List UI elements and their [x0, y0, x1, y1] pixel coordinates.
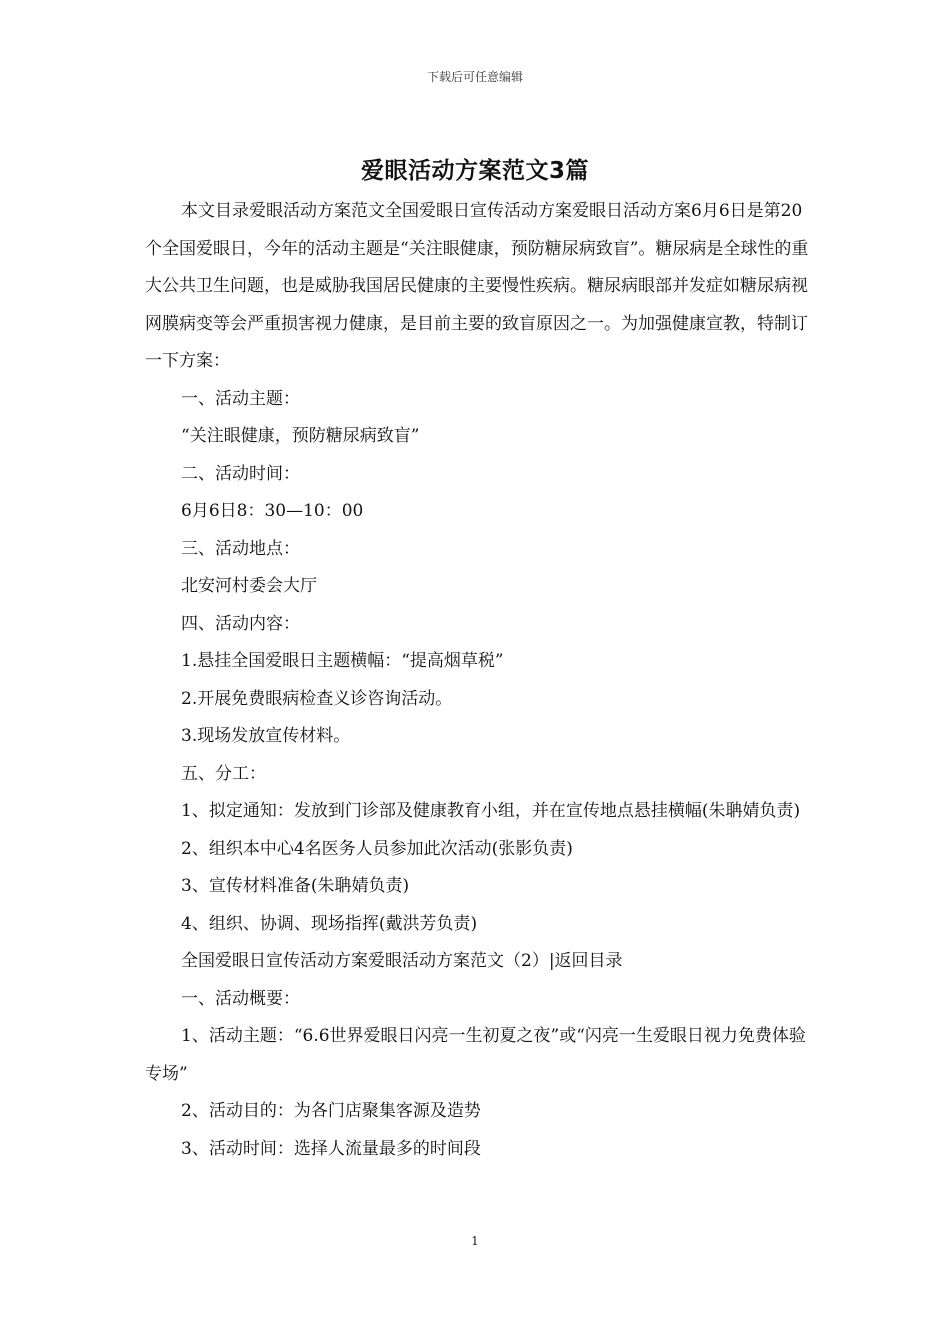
paragraph: “关注眼健康，预防糖尿病致盲” [181, 426, 420, 446]
paragraph: 6月6日8：30—10：00 [181, 501, 364, 521]
document-title: 爱眼活动方案范文3篇 [360, 158, 589, 184]
list-item: 1、拟定通知：发放到门诊部及健康教育小组，并在宣传地点悬挂横幅(朱聃婧负责) [181, 801, 801, 821]
list-item: 2、组织本中心4名医务人员参加此次活动(张影负责) [181, 838, 573, 859]
section-heading: 一、活动概要： [181, 988, 300, 1009]
page-number: 1 [471, 1234, 479, 1248]
list-item: 2.开展免费眼病检查义诊咨询活动。 [181, 688, 453, 709]
list-item: 2、活动目的：为各门店聚集客源及造势 [181, 1101, 481, 1121]
section-heading: 一、活动主题： [181, 388, 300, 409]
section-heading: 三、活动地点： [181, 538, 300, 559]
page-header-note: 下载后可任意编辑 [426, 70, 523, 84]
list-item: 3、宣传材料准备(朱聃婧负责) [181, 876, 410, 896]
list-item: 3.现场发放宣传材料。 [181, 726, 351, 746]
list-item: 3、活动时间：选择人流量最多的时间段 [181, 1138, 481, 1159]
section-title-link: 全国爱眼日宣传活动方案爱眼活动方案范文（2）|返回目录 [181, 951, 623, 971]
list-item: 1.悬挂全国爱眼日主题横幅：“提高烟草税” [181, 651, 504, 671]
paragraph: 本文目录爱眼活动方案范文全国爱眼日宣传活动方案爱眼日活动方案6月6日是第20个全国爱眼日，今年的活动主题是“关注眼健康，预防糖尿病致盲”。糖尿病是全球性的重大公共卫生问题，也是威胁我国居民健康的主要慢性疾病。糖尿病眼部并发症如糖尿病视网膜病变等会严重损害视力健康，是目前主要的致盲原因之一。为加强健康宣教，特制订一下方案： [145, 201, 809, 371]
document-body [145, 193, 810, 1168]
list-item: 4、组织、协调、现场指挥(戴洪芳负责) [181, 913, 478, 934]
section-heading: 五、分工： [181, 763, 266, 784]
paragraph: 北安河村委会大厅 [181, 576, 317, 596]
section-heading: 二、活动时间： [181, 463, 300, 484]
section-heading: 四、活动内容： [181, 613, 300, 634]
list-item: 1、活动主题：“6.6世界爱眼日闪亮一生初夏之夜”或“闪亮一生爱眼日视力免费体验专场” [145, 1026, 806, 1084]
